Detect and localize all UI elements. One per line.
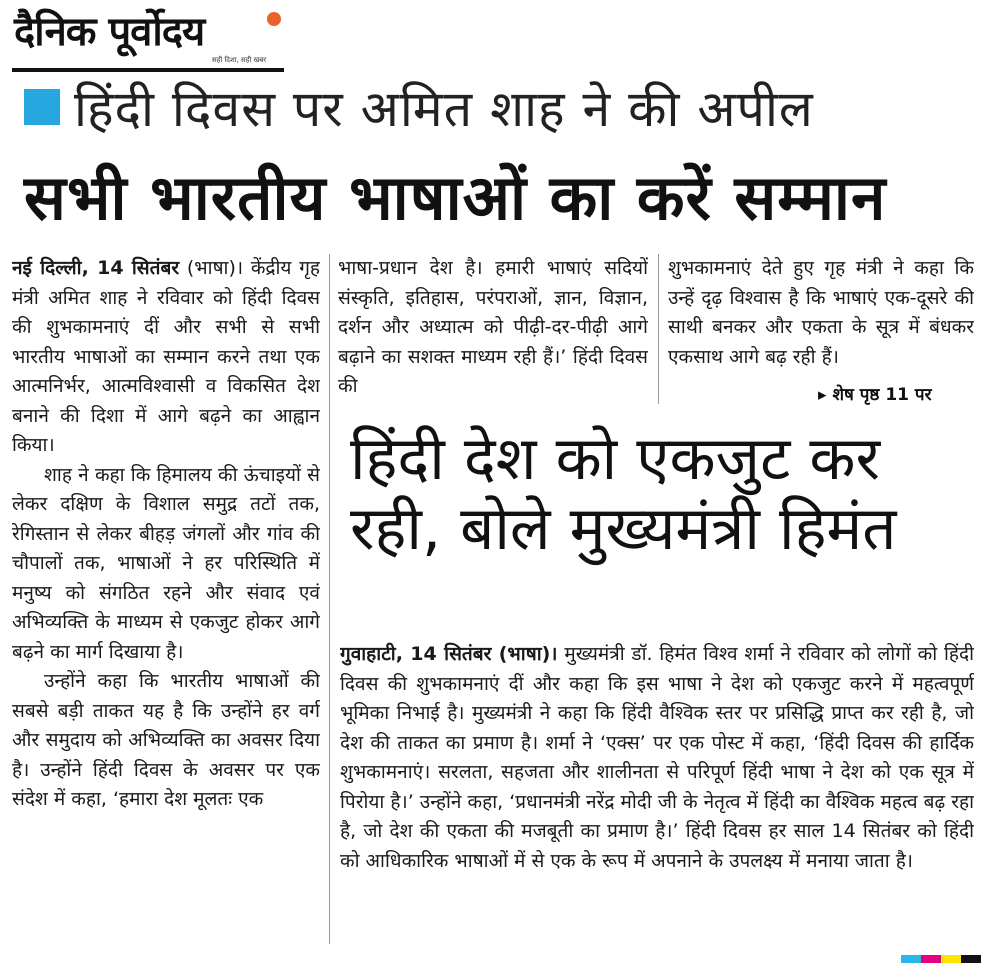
masthead-rule: [12, 68, 284, 72]
story1-headline: सभी भारतीय भाषाओं का करें सम्मान: [24, 161, 887, 234]
masthead-dot: [267, 12, 281, 26]
masthead: [12, 6, 284, 72]
kicker-square-icon: [24, 89, 60, 125]
story1-kicker: [24, 78, 814, 136]
story2-body: [340, 640, 974, 940]
story1-column-1: [12, 254, 320, 944]
story2-headline-line1: हिंदी देश को एकजुट कर: [350, 424, 881, 494]
story2-text: मुख्यमंत्री डॉ. हिमंत विश्व शर्मा ने रविवार को लोगों को हिंदी दिवस की शुभकामनाएं दीं और कहा कि इस भाषा ने देश को एकजुट करने में महत्वपूर्ण भूमिका निभाई है। मुख्यमंत्री ने कहा कि हिंदी वैश्विक स्तर पर प्रसिद्धि प्राप्त कर रही है, जो देश की ताकत का प्रमाण है। शर्मा ने ‘एक्स’ पर एक पोस्ट में कहा, ‘हिंदी दिवस की हार्दिक शुभकामनाएं। सरलता, सहजता और शालीनता से परिपूर्ण हिंदी भाषा ने देश को एक सूत्र में पिरोया है।’ उन्होंने कहा, ‘प्रधानमंत्री नरेंद्र मोदी जी के नेतृत्व में हिंदी का वैश्विक महत्व बढ़ रहा है, जो देश की एकता की मजबूती का प्रमाण है।’ हिंदी दिवस हर साल 14 सितंबर को हिंदी को आधिकारिक भाषाओं में से एक के रूप में अपनाने के उपलक्ष्य में मनाया जाता है।: [340, 643, 974, 872]
story2-dateline: गुवाहाटी, 14 सितंबर (भाषा)।: [340, 643, 558, 665]
story1-para3: उन्होंने कहा कि भारतीय भाषाओं की सबसे बड़ी ताकत यह है कि उन्होंने हर वर्ग और समुदाय को अभिव्यक्ति का अवसर दिया है। उन्होंने हिंदी दिवस के अवसर पर एक संदेश में कहा, ‘हमारा देश मूलतः एक: [12, 670, 320, 810]
story1-col2-text: भाषा-प्रधान देश है। हमारी भाषाएं सदियों संस्कृति, इतिहास, परंपराओं, ज्ञान, विज्ञान, दर्शन और अध्यात्म को पीढ़ी-दर-पीढ़ी आगे बढ़ाने का सशक्त माध्यम रही हैं।’ हिंदी दिवस की: [338, 257, 648, 397]
story1-column-3: [668, 254, 974, 374]
kicker-text: हिंदी दिवस पर अमित शाह ने की अपील: [74, 80, 814, 138]
print-color-bar: [901, 955, 981, 963]
masthead-title: दैनिक पूर्वोदय: [14, 9, 205, 55]
column-rule: [658, 254, 659, 404]
column-rule: [329, 254, 330, 944]
story1-para2: शाह ने कहा कि हिमालय की ऊंचाइयों से लेकर दक्षिण के विशाल समुद्र तटों तक, रेगिस्तान से लेकर बीहड़ जंगलों और गांव की चौपालों तक, भाषाओं ने हर परिस्थिति में मनुष्य को संगठित रहने और संवाद एवं अभिव्यक्ति के माध्यम से एकजुट होकर आगे बढ़ने का मार्ग दिखाया है।: [12, 463, 320, 663]
story1-column-2: [338, 254, 648, 414]
masthead-tagline: सही दिशा, सही खबर: [212, 56, 267, 64]
story1-dateline: नई दिल्ली, 14 सितंबर: [12, 257, 180, 279]
continued-on-page: ▸ शेष पृष्ठ 11 पर: [818, 385, 932, 405]
story2-headline-line2: रही, बोले मुख्यमंत्री हिमंत: [350, 494, 897, 564]
story1-col3-text: शुभकामनाएं देते हुए गृह मंत्री ने कहा कि उन्हें दृढ़ विश्वास है कि भाषाएं एक-दूसरे की साथी बनकर और एकता के सूत्र में बंधकर एकसाथ आगे बढ़ रही हैं।: [668, 257, 974, 368]
story2-headline: [350, 424, 970, 564]
story1-para1: (भाषा)। केंद्रीय गृह मंत्री अमित शाह ने रविवार को हिंदी दिवस की शुभकामनाएं दीं और सभी से सभी भारतीय भाषाओं का सम्मान करने तथा एक आत्मनिर्भर, आत्मविश्वासी व विकसित देश बनाने की दिशा में आगे बढ़ने का आह्वान किया।: [12, 257, 320, 456]
